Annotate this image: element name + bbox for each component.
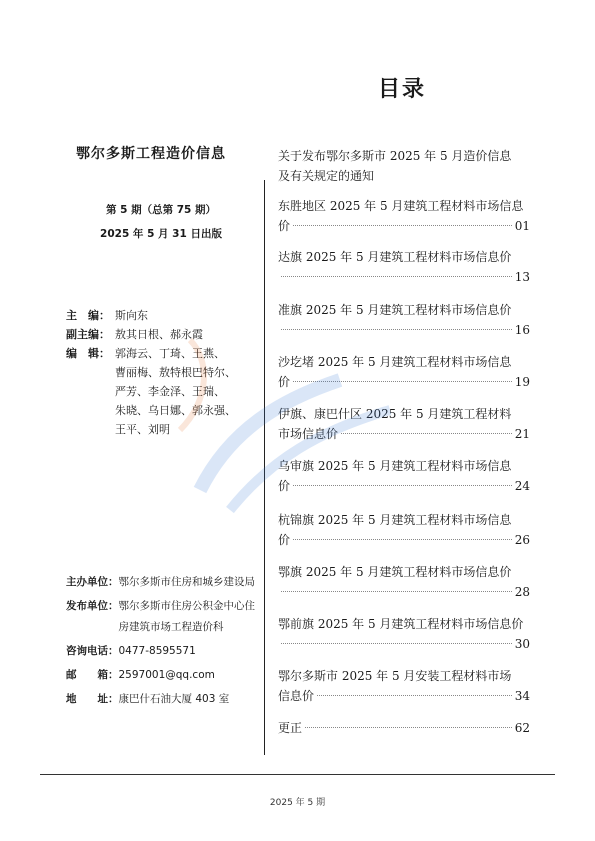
deputy-editor-label: 副主编：: [66, 328, 110, 341]
toc-entry-line: 关于发布鄂尔多斯市 2025 年 5 月造价信息: [278, 149, 512, 163]
info-label: 地 址：: [66, 693, 119, 705]
toc-page-number: 13: [514, 270, 530, 284]
toc-entry-line: 价: [278, 533, 291, 547]
toc-entry-line: 达旗 2025 年 5 月建筑工程材料市场信息价: [278, 250, 512, 264]
toc-leader-dots: [341, 433, 512, 434]
info-label: 邮 箱：: [66, 669, 119, 681]
info-row: [66, 572, 256, 593]
toc-entry[interactable]: [278, 456, 530, 496]
toc-entry-line: 伊旗、康巴什区 2025 年 5 月建筑工程材料: [278, 407, 512, 421]
info-label: 咨询电话：: [66, 645, 119, 657]
toc-heading: 目录: [378, 77, 427, 102]
editors-line: 郭海云、丁琦、王燕、: [115, 347, 225, 360]
issue-date: 2025 年 5 月 31 日出版: [100, 228, 222, 240]
toc-entry-line: 及有关规定的通知: [278, 169, 375, 183]
toc-entry-line: 准旗 2025 年 5 月建筑工程材料市场信息价: [278, 303, 512, 317]
toc-leader-dots: [293, 539, 512, 540]
footer-issue: 2025 年 5 期: [269, 798, 326, 808]
editors-names: [115, 344, 266, 439]
toc-leader-dots: [281, 591, 512, 592]
publisher-info: [66, 572, 256, 713]
toc-leader-dots: [293, 225, 512, 226]
toc-entry-line: 乌审旗 2025 年 5 月建筑工程材料市场信息: [278, 459, 512, 473]
toc-entry-line: 鄂旗 2025 年 5 月建筑工程材料市场信息价: [278, 565, 512, 579]
toc-entry[interactable]: [278, 247, 530, 287]
toc-page-number: 26: [514, 533, 530, 547]
deputy-editor-row: [66, 325, 266, 344]
info-row: [66, 689, 256, 710]
toc-leader-dots: [317, 695, 512, 696]
toc-entry[interactable]: [278, 718, 530, 738]
toc-entry-line: 杭锦旗 2025 年 5 月建筑工程材料市场信息: [278, 513, 512, 527]
editors-line: 曹丽梅、敖特根巴特尔、: [115, 366, 236, 379]
chief-editor-name: 斯向东: [115, 309, 148, 322]
toc-entry[interactable]: [278, 300, 530, 340]
toc-entry-line: 沙圪堵 2025 年 5 月建筑工程材料市场信息: [278, 355, 512, 369]
toc-entry-line: 价: [278, 375, 291, 389]
toc-entry[interactable]: [278, 614, 530, 654]
toc-leader-dots: [281, 276, 512, 277]
info-row: [66, 641, 256, 662]
toc-leader-dots: [281, 643, 512, 644]
toc-leader-dots: [305, 727, 512, 728]
toc-entry[interactable]: [278, 562, 530, 602]
editors-row: [66, 344, 266, 439]
info-label: 主办单位：: [66, 576, 119, 588]
toc-entry-line: 价: [278, 479, 291, 493]
info-value: 康巴什石油大厦 403 室: [118, 693, 230, 705]
editors-line: 朱晓、乌日娜、郭永强、: [115, 404, 236, 417]
info-value: 0477-8595571: [118, 645, 196, 657]
toc-entry[interactable]: [278, 146, 530, 186]
toc-leader-dots: [281, 329, 512, 330]
toc-entry[interactable]: [278, 196, 530, 236]
chief-editor-label: 主 编：: [66, 309, 110, 322]
toc-entry-line: 东胜地区 2025 年 5 月建筑工程材料市场信息: [278, 199, 524, 213]
toc-entry-line: 价: [278, 219, 291, 233]
info-value: 鄂尔多斯市住房和城乡建设局: [118, 576, 255, 588]
chief-editor-row: [66, 306, 266, 325]
footer-rule: [40, 774, 555, 775]
toc-page-number: 30: [514, 637, 530, 651]
toc-entry[interactable]: [278, 510, 530, 550]
toc-page-number: 16: [514, 323, 530, 337]
toc-entry-line: 鄂尔多斯市 2025 年 5 月安装工程材料市场: [278, 669, 512, 683]
info-value: 2597001@qq.com: [118, 669, 215, 681]
info-row: [66, 596, 256, 638]
toc-entry-line: 鄂前旗 2025 年 5 月建筑工程材料市场信息价: [278, 617, 524, 631]
editors-line: 严芳、李金泽、王瑞、: [115, 385, 225, 398]
toc-page-number: 21: [514, 427, 530, 441]
toc-entry-line: 市场信息价: [278, 427, 339, 441]
column-divider: [264, 180, 265, 755]
toc-entry[interactable]: [278, 352, 530, 392]
editors-line: 王平、刘明: [115, 423, 170, 436]
toc-entry-line: 更正: [278, 721, 303, 735]
toc-entry-line: 信息价: [278, 689, 315, 703]
info-label: 发布单位：: [66, 600, 119, 612]
toc-page-number: 28: [514, 585, 530, 599]
toc-page-number: 01: [514, 219, 530, 233]
issue-number: 第 5 期（总第 75 期）: [105, 204, 217, 216]
toc-page-number: 62: [514, 721, 530, 735]
toc-entry[interactable]: [278, 666, 530, 706]
toc-leader-dots: [293, 485, 512, 486]
toc-page-number: 34: [514, 689, 530, 703]
deputy-editor-names: 敖其日根、郝永霞: [115, 328, 203, 341]
toc-leader-dots: [293, 381, 512, 382]
info-row: [66, 665, 256, 686]
editors-label: 编 辑：: [66, 347, 110, 360]
toc-page-number: 19: [514, 375, 530, 389]
toc-entry[interactable]: [278, 404, 530, 444]
publication-name: 鄂尔多斯工程造价信息: [76, 146, 226, 162]
toc-page-number: 24: [514, 479, 530, 493]
info-value: 鄂尔多斯市住房公积金中心住房建筑市场工程造价科: [118, 600, 255, 633]
staff-list: [66, 306, 266, 439]
